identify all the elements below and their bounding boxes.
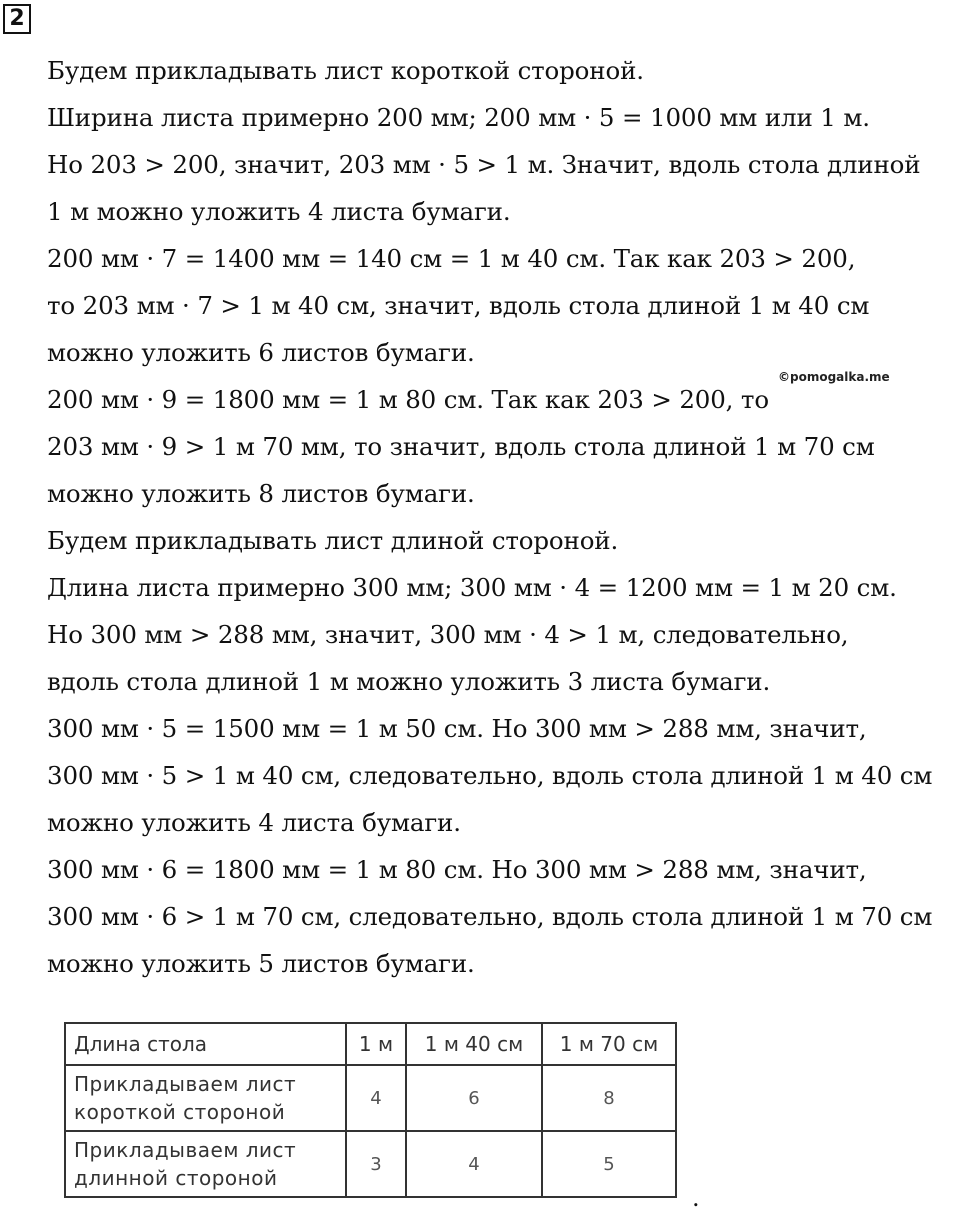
- text-line: Но 300 мм > 288 мм, значит, 300 мм · 4 > 1 м, следовательно,: [47, 620, 849, 649]
- text-line: Но 203 > 200, значит, 203 мм · 5 > 1 м. Значит, вдоль стола длиной: [47, 150, 921, 179]
- watermark: ©pomogalka.me: [778, 370, 890, 384]
- text-line: Длина листа примерно 300 мм; 300 мм · 4 = 1200 мм = 1 м 20 см.: [47, 573, 897, 602]
- row-label-line: короткой стороной: [74, 1100, 286, 1124]
- table-cell: 4: [346, 1065, 406, 1131]
- text-line: вдоль стола длиной 1 м можно уложить 3 листа бумаги.: [47, 667, 771, 696]
- text-line: Ширина листа примерно 200 мм; 200 мм · 5 = 1000 мм или 1 м.: [47, 103, 870, 132]
- table-row-label: [65, 1065, 346, 1131]
- table-row: [65, 1065, 676, 1131]
- task-number-badge: 2: [3, 4, 31, 34]
- table-header-cell: Длина стола: [65, 1023, 346, 1065]
- table-header-cell: 1 м 40 см: [406, 1023, 542, 1065]
- text-line: можно уложить 8 листов бумаги.: [47, 479, 475, 508]
- row-label-line: Прикладываем лист: [74, 1138, 297, 1162]
- text-line: 300 мм · 6 > 1 м 70 см, следовательно, вдоль стола длиной 1 м 70 см: [47, 902, 933, 931]
- table-header-cell: 1 м 70 см: [542, 1023, 676, 1065]
- text-line: можно уложить 5 листов бумаги.: [47, 949, 475, 978]
- text-line: можно уложить 4 листа бумаги.: [47, 808, 461, 837]
- text-line: 203 мм · 9 > 1 м 70 мм, то значит, вдоль стола длиной 1 м 70 см: [47, 432, 875, 461]
- text-line: то 203 мм · 7 > 1 м 40 см, значит, вдоль стола длиной 1 м 40 см: [47, 291, 870, 320]
- table-cell: 5: [542, 1131, 676, 1197]
- table-cell: 4: [406, 1131, 542, 1197]
- text-line: 200 мм · 7 = 1400 мм = 140 см = 1 м 40 см. Так как 203 > 200,: [47, 244, 856, 273]
- table-cell: 8: [542, 1065, 676, 1131]
- table-cell: 3: [346, 1131, 406, 1197]
- row-label-line: Прикладываем лист: [74, 1072, 297, 1096]
- table-header-row: [65, 1023, 676, 1065]
- text-line: 200 мм · 9 = 1800 мм = 1 м 80 см. Так как 203 > 200, то: [47, 385, 769, 414]
- text-line: можно уложить 6 листов бумаги.: [47, 338, 475, 367]
- table-header-cell: 1 м: [346, 1023, 406, 1065]
- table-row: [65, 1131, 676, 1197]
- summary-table: [64, 1022, 677, 1198]
- trailing-period: .: [692, 1184, 700, 1212]
- table-row-label: [65, 1131, 346, 1197]
- text-line: 300 мм · 6 = 1800 мм = 1 м 80 см. Но 300 мм > 288 мм, значит,: [47, 855, 867, 884]
- text-line: Будем прикладывать лист длиной стороной.: [47, 526, 619, 555]
- text-line: 300 мм · 5 = 1500 мм = 1 м 50 см. Но 300 мм > 288 мм, значит,: [47, 714, 867, 743]
- text-line: Будем прикладывать лист короткой стороной.: [47, 56, 644, 85]
- row-label-line: длинной стороной: [74, 1166, 278, 1190]
- solution-text: [47, 47, 959, 987]
- text-line: 300 мм · 5 > 1 м 40 см, следовательно, вдоль стола длиной 1 м 40 см: [47, 761, 933, 790]
- table-cell: 6: [406, 1065, 542, 1131]
- text-line: 1 м можно уложить 4 листа бумаги.: [47, 197, 511, 226]
